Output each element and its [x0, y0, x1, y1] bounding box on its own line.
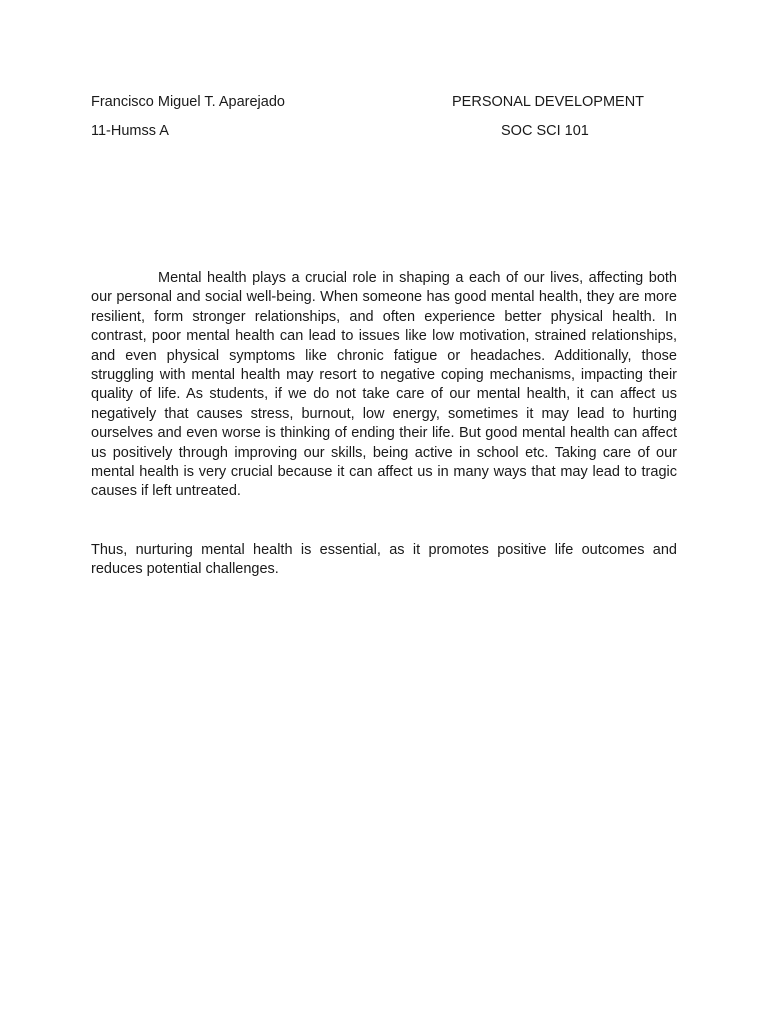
student-name: Francisco Miguel T. Aparejado	[91, 94, 285, 110]
section-label: 11-Humss A	[91, 123, 169, 139]
body-paragraph-2: Thus, nurturing mental health is essential, as it promotes positive life outcomes and reduces potential challenges.	[91, 542, 677, 578]
course-code: SOC SCI 101	[501, 123, 589, 139]
body-paragraph-1: Mental health plays a crucial role in shaping a each of our lives, affecting both our personal and social well-being. When someone has good mental health, they are more resilient, form stronger relationships, and often experience better physical health. In contrast, poor mental health can lead to issues like low motivation, strained relationships, and even physical symptoms like chronic fatigue or headaches. Additionally, those struggling with mental health may resort to negative coping mechanisms, impacting their quality of life. As students, if we do not take care of our mental health, it can affect us negatively that causes stress, burnout, low energy, sometimes it may lead to hurting ourselves and even worse is thinking of ending their life. But good mental health can affect us positively through improving our skills, being active in school etc. Taking care of our mental health is very crucial because it can affect us in many ways that may lead to tragic causes if left untreated.	[91, 270, 677, 500]
subject-title: PERSONAL DEVELOPMENT	[452, 94, 645, 110]
